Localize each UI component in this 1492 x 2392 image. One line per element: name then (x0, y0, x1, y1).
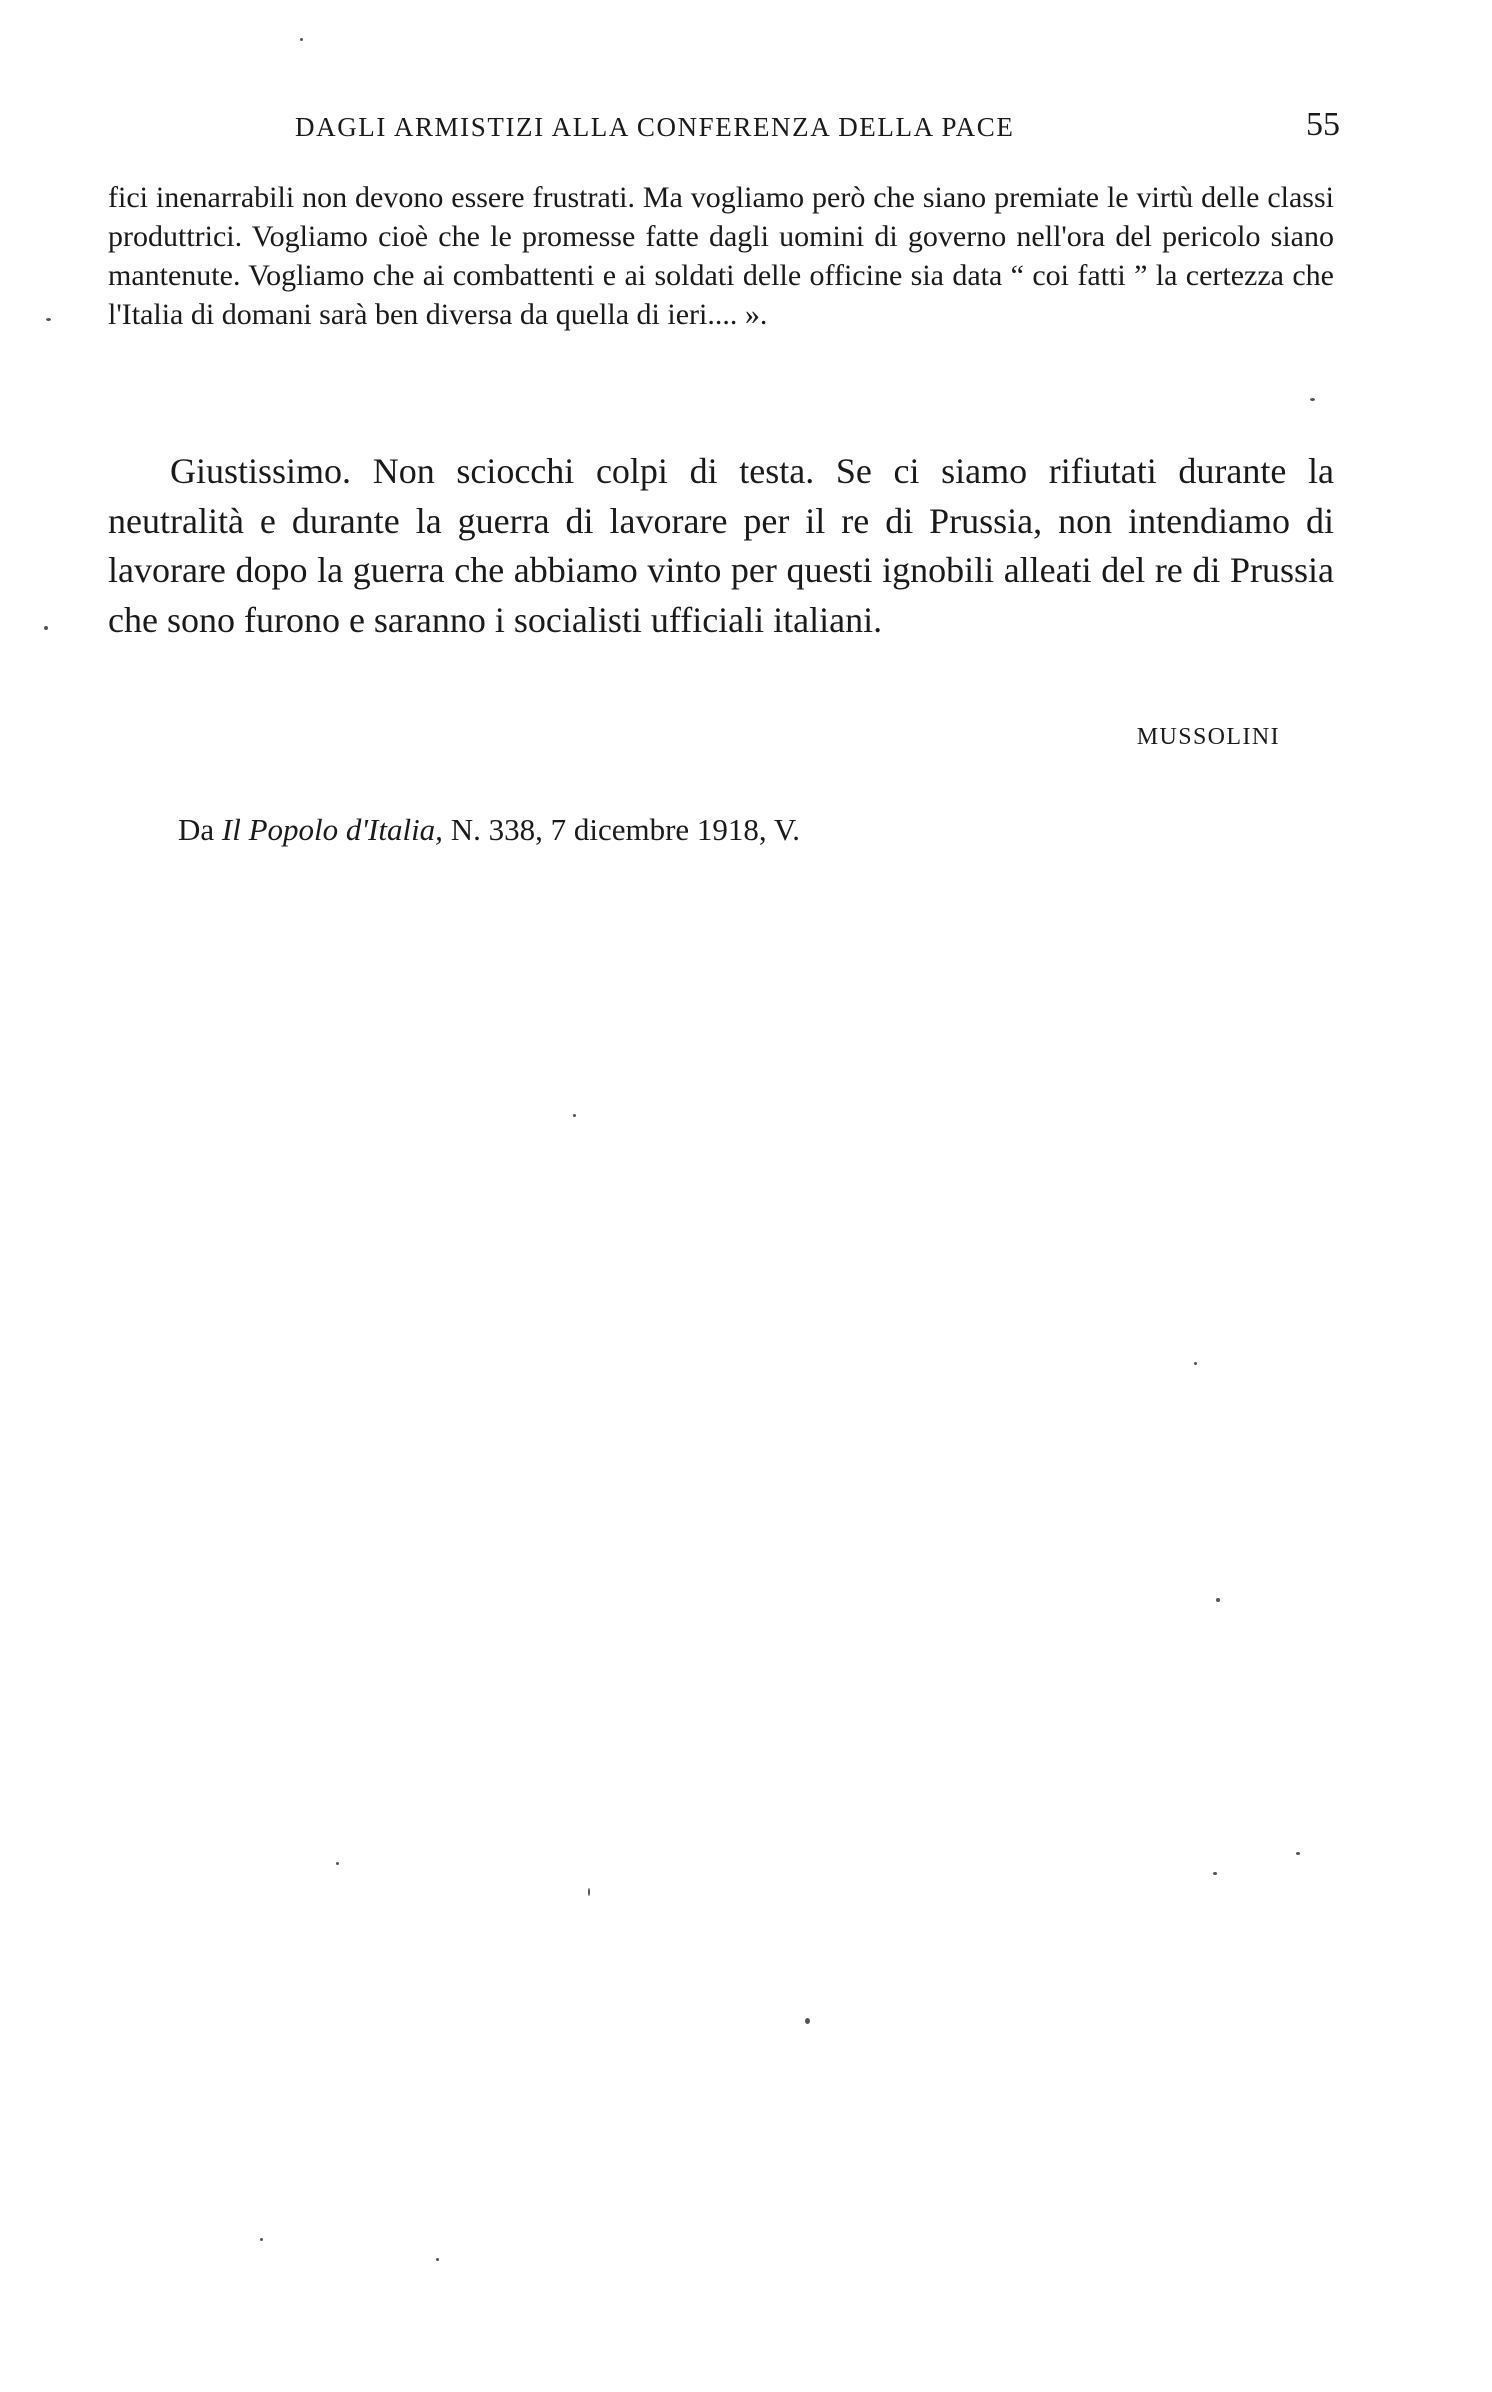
page-number: 55 (1306, 106, 1340, 143)
scan-speck (1213, 1872, 1217, 1875)
scan-speck (300, 38, 303, 41)
scan-speck (573, 1114, 576, 1117)
scan-speck (336, 1862, 339, 1865)
body-paragraph: Giustissimo. Non sciocchi colpi di testa. Se ci siamo rifiutati durante la neutralità e durante la guerra di lavorare per il re di Prussia, non intendiamo di lavorare dopo la guerra che abbiamo vinto per questi ignobili alleati del re di Prussia che sono furono e saranno i socialisti ufficiali italiani. (108, 451, 1334, 640)
scan-speck (44, 626, 48, 630)
quoted-passage: fici inenarrabili non devono essere frustrati. Ma vogliamo però che siano premiate le virtù delle classi produttrici. Vogliamo cioè che le promesse fatte dagli uomini di governo nell'ora del pericolo siano mantenute. Vogliamo che ai combattenti e ai soldati delle officine sia data “ coi fatti ” la certezza che l'Italia di domani sarà ben diversa da quella di ieri.... ». (108, 181, 1334, 331)
running-head (295, 106, 1340, 152)
source-publication: Il Popolo d'Italia, (221, 812, 443, 847)
author-signature: MUSSOLINI (1136, 724, 1280, 750)
source-citation (178, 812, 800, 848)
scan-speck (1296, 1852, 1300, 1855)
scan-speck (1216, 1598, 1220, 1602)
source-prefix: Da (178, 812, 215, 847)
scan-speck (588, 1888, 590, 1896)
scan-speck (1194, 1362, 1197, 1365)
scan-speck (436, 2258, 439, 2261)
scan-speck (1310, 398, 1315, 401)
scan-speck (805, 2018, 810, 2024)
source-details: N. 338, 7 dicembre 1918, V. (450, 812, 800, 847)
scan-speck (260, 2238, 263, 2241)
scan-speck (46, 318, 51, 321)
running-title: DAGLI ARMISTIZI ALLA CONFERENZA DELLA PACE (295, 112, 1015, 142)
